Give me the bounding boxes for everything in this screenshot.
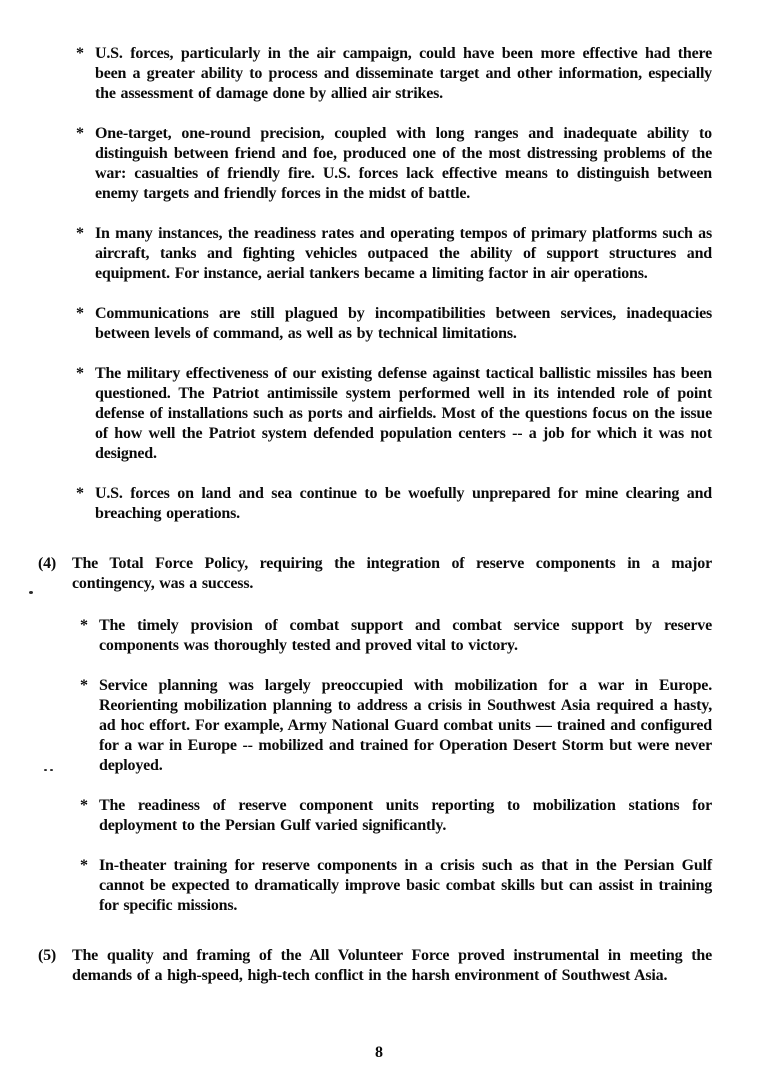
numbered-item-marker: (4): [38, 555, 57, 572]
bullet-item: [76, 124, 712, 204]
bullet-marker: *: [80, 797, 88, 814]
bullet-item: [76, 364, 712, 464]
bullet-marker: *: [80, 617, 88, 634]
bullet-item: [80, 856, 712, 916]
scan-artifact-dot: [50, 769, 53, 771]
bullet-text: In many instances, the readiness rates and operating tempos of primary platforms such as aircraft, tanks and fighting vehicles outpaced the ability of support structures and equipment. For instance, aerial tankers became a limiting factor in air operations.: [95, 225, 712, 282]
bullet-text: In-theater training for reserve components in a crisis such as that in the Persian Gulf cannot be expected to dramatically improve basic combat skills but can assist in training for specific missions.: [99, 857, 712, 914]
bullet-text: One-target, one-round precision, coupled with long ranges and inadequate ability to distinguish between friend and foe, produced one of the most distressing problems of the war: casualties of friendly fire. U.S. forces lack effective means to distinguish between enemy targets and friendly forces in the midst of battle.: [95, 125, 712, 202]
bullet-list-primary: [0, 44, 758, 524]
bullet-item: [76, 304, 712, 344]
bullet-text: U.S. forces on land and sea continue to be woefully unprepared for mine clearing and breaching operations.: [95, 485, 712, 522]
bullet-marker: *: [80, 857, 88, 874]
bullet-marker: *: [80, 677, 88, 694]
bullet-text: U.S. forces, particularly in the air campaign, could have been more effective had there been a greater ability to process and disseminate target and other information, especially the assessment of damage done by allied air strikes.: [95, 45, 712, 102]
bullet-item: [76, 484, 712, 524]
bullet-marker: *: [76, 125, 84, 142]
bullet-text: Communications are still plagued by incompatibilities between services, inadequacies between levels of command, as well as by technical limitations.: [95, 305, 712, 342]
bullet-item: [80, 796, 712, 836]
numbered-item-text: The quality and framing of the All Volunteer Force proved instrumental in meeting the demands of a high-speed, high-tech conflict in the harsh environment of Southwest Asia.: [72, 947, 712, 984]
bullet-marker: *: [76, 45, 84, 62]
numbered-item-4: [38, 544, 712, 594]
bullet-marker: *: [76, 485, 84, 502]
bullet-marker: *: [76, 305, 84, 322]
bullet-marker: *: [76, 225, 84, 242]
scan-artifact-dot: [29, 591, 33, 594]
bullet-item: [76, 44, 712, 104]
bullet-text: The readiness of reserve component units reporting to mobilization stations for deployment to the Persian Gulf varied significantly.: [99, 797, 712, 834]
bullet-text: The timely provision of combat support and combat service support by reserve components was thoroughly tested and proved vital to victory.: [99, 617, 712, 654]
bullet-marker: *: [76, 365, 84, 382]
bullet-item: [80, 676, 712, 776]
scan-artifact-dot: [44, 769, 47, 771]
bullet-item: [80, 616, 712, 656]
bullet-text: The military effectiveness of our existing defense against tactical ballistic missiles has been questioned. The Patriot antimissile system performed well in its intended role of point defense of installations such as ports and airfields. Most of the questions focus on the issue of how well the Patriot system defended population centers -- a job for which it was not designed.: [95, 365, 712, 462]
bullet-list-secondary: [0, 616, 758, 916]
numbered-item-5: [38, 936, 712, 986]
numbered-item-marker: (5): [38, 947, 57, 964]
page-number: [0, 1044, 758, 1062]
bullet-text: Service planning was largely preoccupied with mobilization for a war in Europe. Reorienting mobilization planning to address a crisis in Southwest Asia required a hasty, ad hoc effort. For example, Army National Guard combat units — trained and configured for a war in Europe -- mobilized and trained for Operation Desert Storm but were never deployed.: [99, 677, 712, 774]
page-number-value: 8: [375, 1044, 383, 1061]
numbered-item-text: The Total Force Policy, requiring the integration of reserve components in a major contingency, was a success.: [72, 555, 712, 592]
bullet-item: [76, 224, 712, 284]
